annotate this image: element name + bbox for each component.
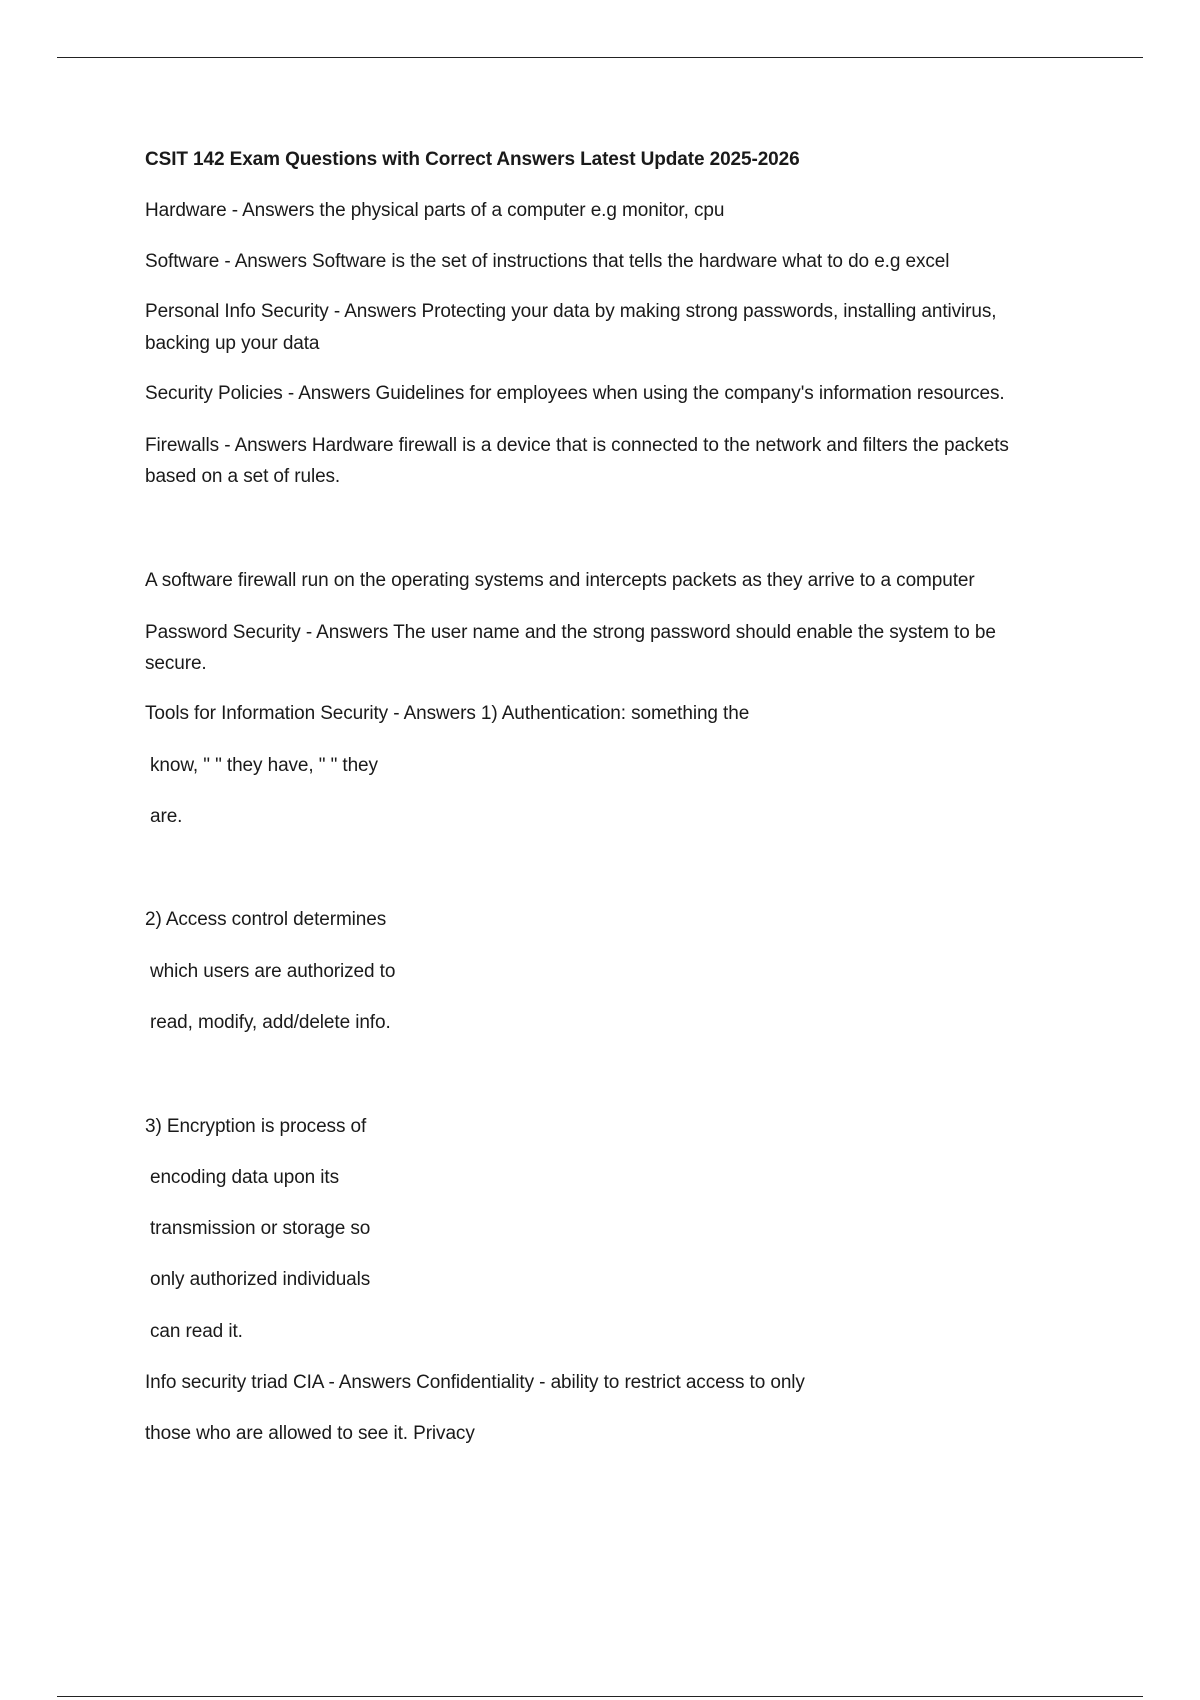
text-line-encryption-cont-3: only authorized individuals: [150, 1269, 371, 1290]
text-line-firewalls-cont: based on a set of rules.: [145, 466, 341, 487]
text-line-encryption-end: can read it.: [150, 1321, 243, 1342]
text-line-hardware: Hardware - Answers the physical parts of a computer e.g monitor, cpu: [145, 200, 725, 221]
text-line-personal-info-security: Personal Info Security - Answers Protecting your data by making strong passwords, installing antivirus,: [145, 301, 997, 322]
text-line-password-security: Password Security - Answers The user name and the strong password should enable the system to be: [145, 622, 996, 643]
text-line-firewalls: Firewalls - Answers Hardware firewall is a device that is connected to the network and filters the packets: [145, 435, 1009, 456]
header-rule: [57, 57, 1143, 58]
text-line-personal-info-security-cont: backing up your data: [145, 333, 320, 354]
text-line-encryption: 3) Encryption is process of: [145, 1116, 367, 1137]
text-line-password-security-cont: secure.: [145, 653, 207, 674]
text-line-software-firewall: A software firewall run on the operating systems and intercepts packets as they arrive to a computer: [145, 570, 975, 591]
document-title: CSIT 142 Exam Questions with Correct Answers Latest Update 2025-2026: [145, 149, 800, 170]
text-line-access-control-end: read, modify, add/delete info.: [150, 1012, 391, 1033]
text-line-security-policies: Security Policies - Answers Guidelines for employees when using the company's information resources.: [145, 383, 1005, 404]
text-line-encryption-cont-2: transmission or storage so: [150, 1218, 371, 1239]
text-line-cia-triad: Info security triad CIA - Answers Confidentiality - ability to restrict access to only: [145, 1372, 805, 1393]
text-line-access-control-cont: which users are authorized to: [150, 961, 396, 982]
footer-rule: [57, 1696, 1143, 1697]
text-line-tools-info-security: Tools for Information Security - Answers 1) Authentication: something the: [145, 703, 750, 724]
text-line-authentication-end: are.: [150, 806, 183, 827]
text-line-access-control: 2) Access control determines: [145, 909, 387, 930]
text-line-cia-triad-cont: those who are allowed to see it. Privacy: [145, 1423, 475, 1444]
text-line-software: Software - Answers Software is the set of instructions that tells the hardware what to do e.g excel: [145, 251, 950, 272]
text-line-authentication-cont: know, " " they have, " " they: [150, 755, 378, 776]
text-line-encryption-cont-1: encoding data upon its: [150, 1167, 340, 1188]
